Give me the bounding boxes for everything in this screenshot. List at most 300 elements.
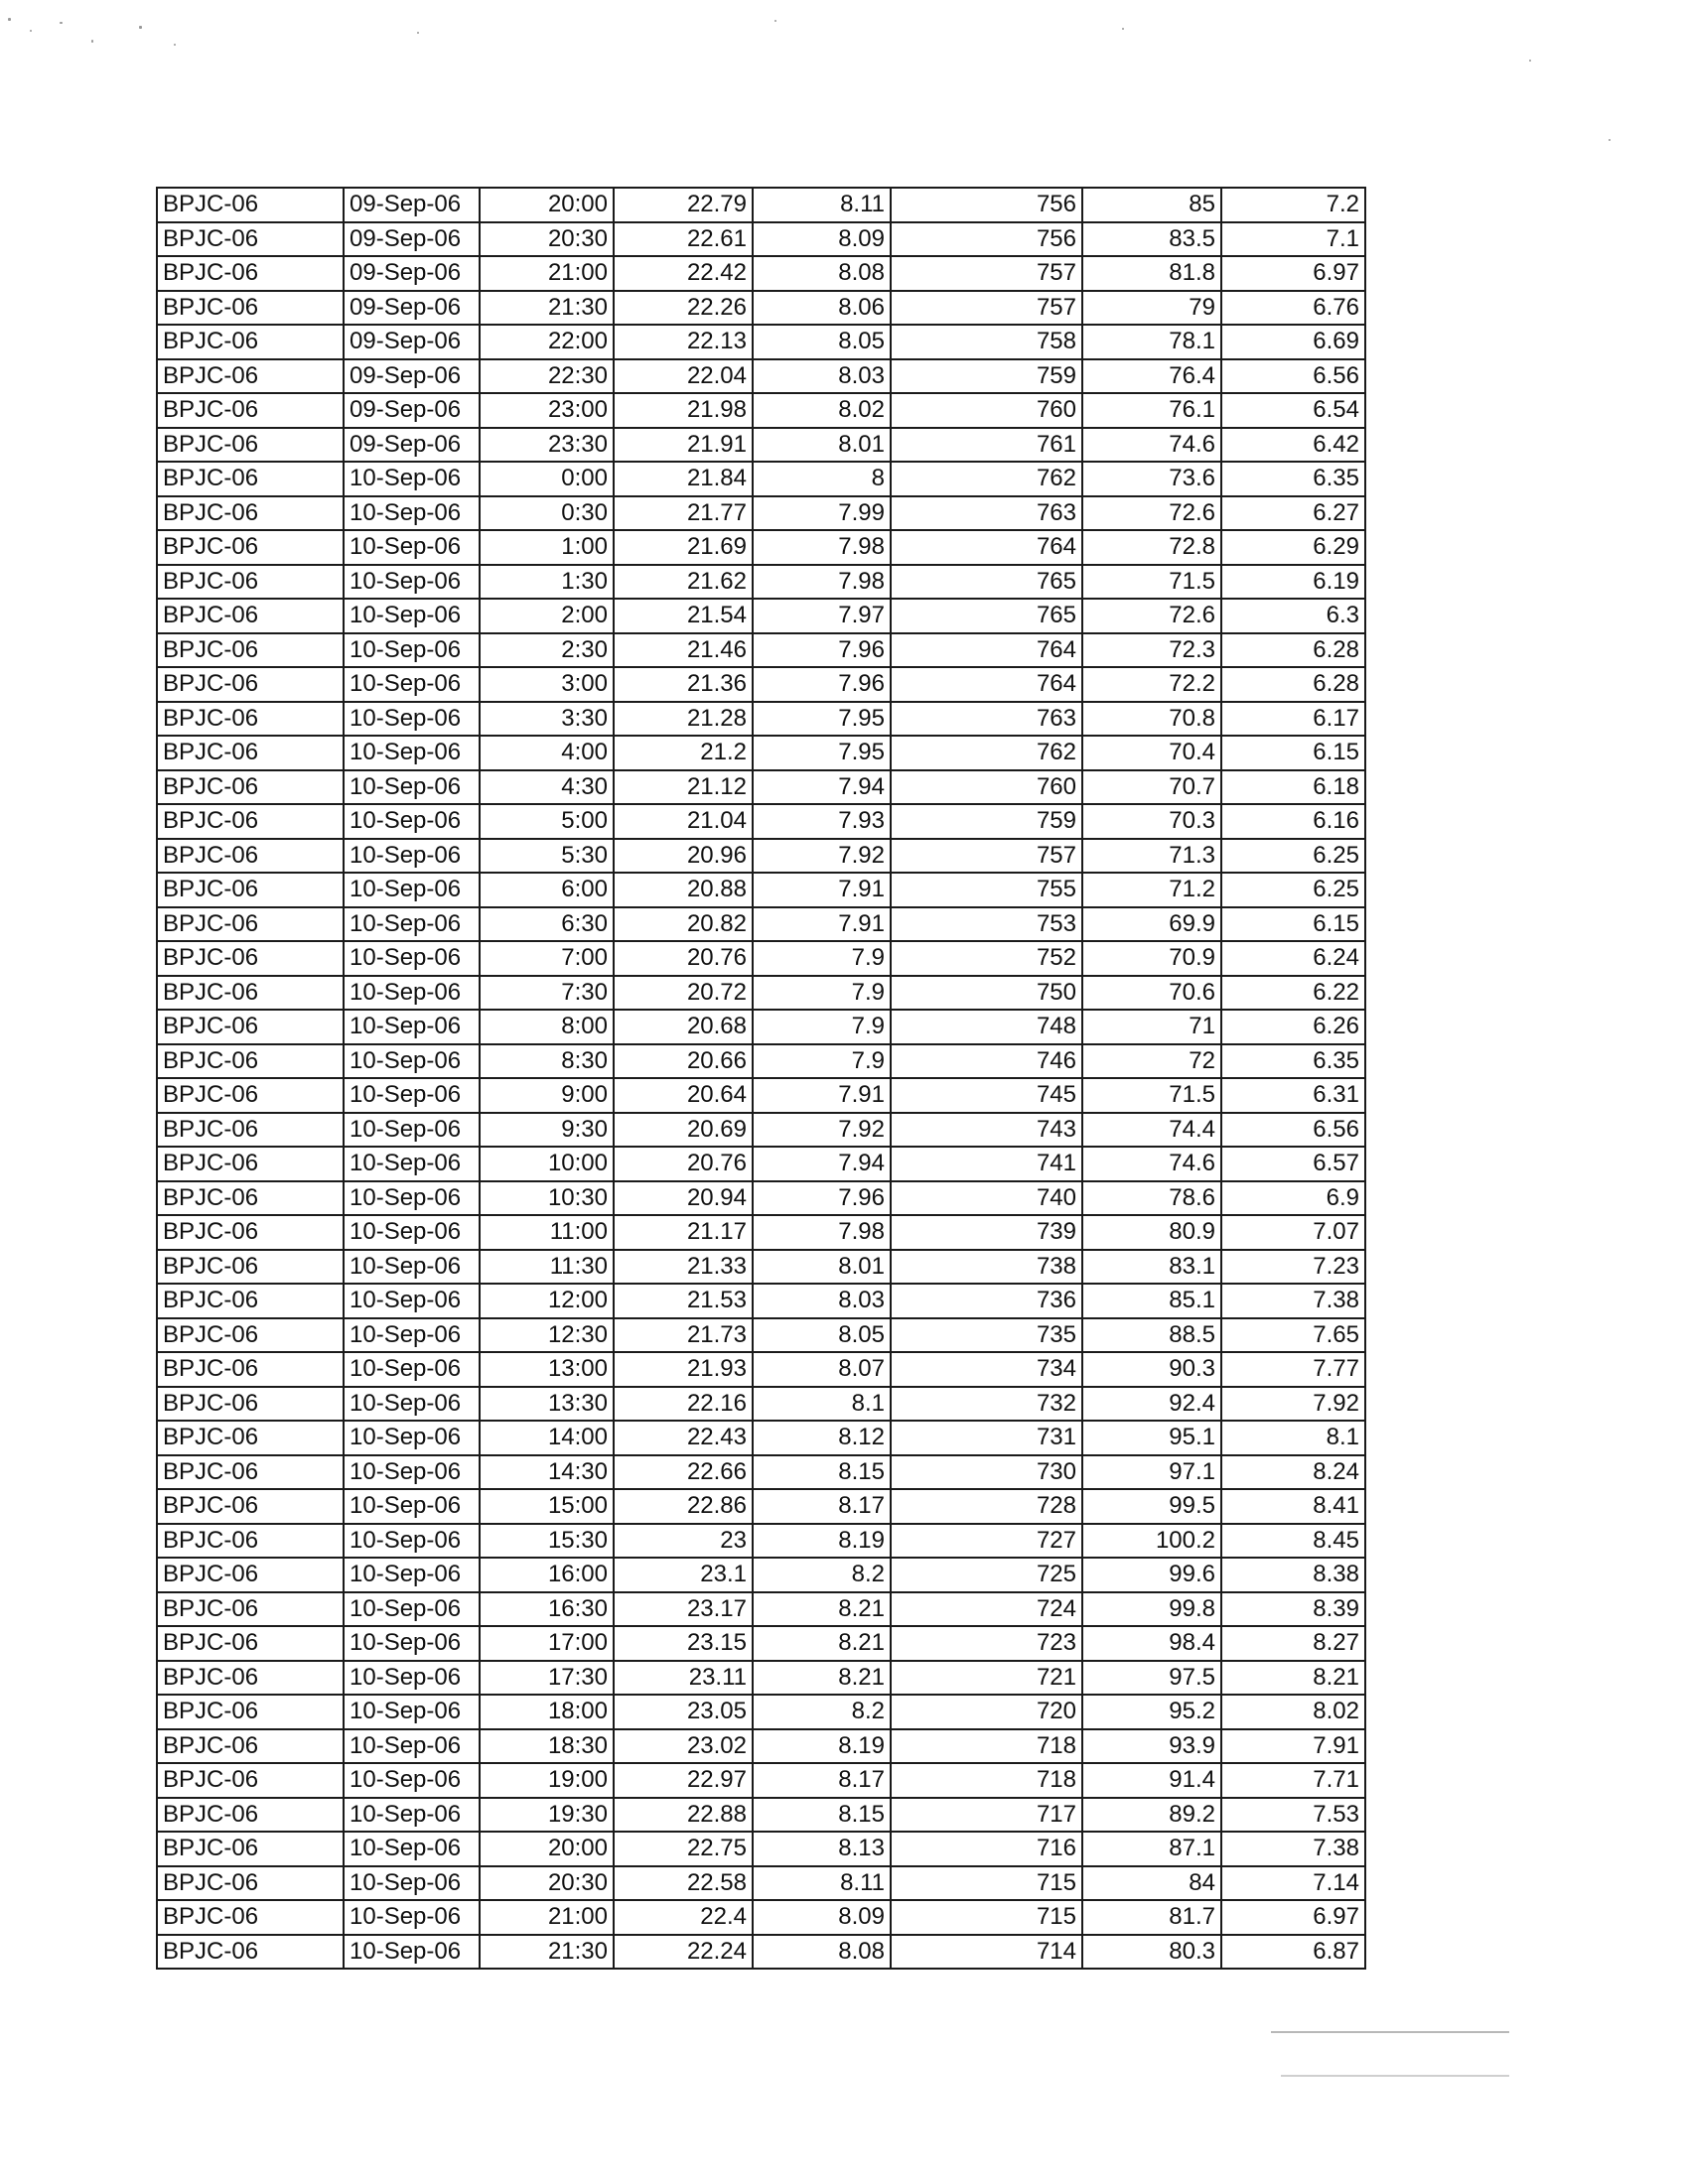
station-cell: BPJC-06 — [157, 1318, 344, 1353]
value-cell-3: 715 — [891, 1866, 1082, 1901]
value-cell-1: 21.36 — [614, 667, 753, 702]
date-cell: 10-Sep-06 — [344, 1352, 480, 1387]
station-cell: BPJC-06 — [157, 1078, 344, 1113]
value-cell-2: 8.17 — [753, 1763, 891, 1798]
time-cell: 4:00 — [480, 736, 614, 770]
value-cell-1: 20.76 — [614, 941, 753, 976]
value-cell-2: 7.9 — [753, 1044, 891, 1079]
value-cell-3: 745 — [891, 1078, 1082, 1113]
value-cell-3: 715 — [891, 1900, 1082, 1935]
value-cell-3: 757 — [891, 291, 1082, 326]
time-cell: 20:00 — [480, 188, 614, 222]
time-cell: 13:00 — [480, 1352, 614, 1387]
value-cell-3: 757 — [891, 256, 1082, 291]
value-cell-5: 6.18 — [1221, 770, 1365, 805]
time-cell: 9:30 — [480, 1113, 614, 1148]
value-cell-1: 21.77 — [614, 496, 753, 531]
table-row — [157, 1798, 1365, 1833]
value-cell-1: 20.64 — [614, 1078, 753, 1113]
value-cell-1: 22.66 — [614, 1455, 753, 1490]
value-cell-3: 718 — [891, 1729, 1082, 1764]
value-cell-1: 22.79 — [614, 188, 753, 222]
station-cell: BPJC-06 — [157, 1113, 344, 1148]
value-cell-3: 765 — [891, 599, 1082, 633]
value-cell-3: 762 — [891, 736, 1082, 770]
value-cell-5: 6.28 — [1221, 633, 1365, 668]
value-cell-3: 748 — [891, 1010, 1082, 1044]
time-cell: 20:00 — [480, 1832, 614, 1866]
value-cell-2: 8.2 — [753, 1695, 891, 1729]
value-cell-5: 8.38 — [1221, 1558, 1365, 1592]
value-cell-3: 728 — [891, 1489, 1082, 1524]
value-cell-2: 8.1 — [753, 1387, 891, 1422]
table-row — [157, 770, 1365, 805]
value-cell-3: 718 — [891, 1763, 1082, 1798]
value-cell-4: 97.1 — [1082, 1455, 1221, 1490]
value-cell-1: 21.93 — [614, 1352, 753, 1387]
time-cell: 11:00 — [480, 1215, 614, 1250]
date-cell: 10-Sep-06 — [344, 565, 480, 600]
value-cell-3: 760 — [891, 393, 1082, 428]
value-cell-4: 70.6 — [1082, 976, 1221, 1011]
value-cell-1: 21.91 — [614, 428, 753, 463]
table-row — [157, 1935, 1365, 1970]
station-cell: BPJC-06 — [157, 667, 344, 702]
value-cell-1: 23.11 — [614, 1661, 753, 1696]
station-cell: BPJC-06 — [157, 565, 344, 600]
value-cell-3: 761 — [891, 428, 1082, 463]
station-cell: BPJC-06 — [157, 770, 344, 805]
table-row — [157, 462, 1365, 496]
time-cell: 2:00 — [480, 599, 614, 633]
station-cell: BPJC-06 — [157, 873, 344, 907]
value-cell-5: 8.41 — [1221, 1489, 1365, 1524]
value-cell-4: 70.9 — [1082, 941, 1221, 976]
value-cell-4: 90.3 — [1082, 1352, 1221, 1387]
time-cell: 3:00 — [480, 667, 614, 702]
value-cell-5: 8.21 — [1221, 1661, 1365, 1696]
station-cell: BPJC-06 — [157, 1798, 344, 1833]
time-cell: 21:30 — [480, 1935, 614, 1970]
value-cell-1: 21.69 — [614, 530, 753, 565]
value-cell-1: 21.28 — [614, 702, 753, 737]
table-row — [157, 941, 1365, 976]
value-cell-4: 98.4 — [1082, 1626, 1221, 1661]
value-cell-3: 721 — [891, 1661, 1082, 1696]
date-cell: 10-Sep-06 — [344, 462, 480, 496]
value-cell-3: 727 — [891, 1524, 1082, 1559]
value-cell-2: 7.92 — [753, 839, 891, 874]
value-cell-4: 85.1 — [1082, 1284, 1221, 1318]
value-cell-1: 21.04 — [614, 804, 753, 839]
value-cell-1: 22.26 — [614, 291, 753, 326]
time-cell: 0:30 — [480, 496, 614, 531]
station-cell: BPJC-06 — [157, 702, 344, 737]
value-cell-1: 22.04 — [614, 359, 753, 394]
value-cell-1: 20.69 — [614, 1113, 753, 1148]
value-cell-4: 70.3 — [1082, 804, 1221, 839]
value-cell-4: 99.5 — [1082, 1489, 1221, 1524]
value-cell-4: 70.7 — [1082, 770, 1221, 805]
value-cell-2: 8.03 — [753, 1284, 891, 1318]
value-cell-2: 8.08 — [753, 1935, 891, 1970]
value-cell-1: 23.15 — [614, 1626, 753, 1661]
time-cell: 23:30 — [480, 428, 614, 463]
value-cell-2: 8.13 — [753, 1832, 891, 1866]
value-cell-2: 8.15 — [753, 1798, 891, 1833]
value-cell-2: 7.94 — [753, 770, 891, 805]
value-cell-4: 72.3 — [1082, 633, 1221, 668]
value-cell-4: 97.5 — [1082, 1661, 1221, 1696]
value-cell-3: 724 — [891, 1592, 1082, 1627]
value-cell-3: 739 — [891, 1215, 1082, 1250]
time-cell: 1:00 — [480, 530, 614, 565]
table-row — [157, 1900, 1365, 1935]
time-cell: 2:30 — [480, 633, 614, 668]
station-cell: BPJC-06 — [157, 256, 344, 291]
value-cell-2: 8.21 — [753, 1661, 891, 1696]
date-cell: 10-Sep-06 — [344, 1900, 480, 1935]
table-row — [157, 393, 1365, 428]
value-cell-2: 7.94 — [753, 1147, 891, 1181]
value-cell-5: 7.14 — [1221, 1866, 1365, 1901]
time-cell: 22:30 — [480, 359, 614, 394]
value-cell-4: 79 — [1082, 291, 1221, 326]
data-table — [156, 187, 1366, 1970]
value-cell-3: 730 — [891, 1455, 1082, 1490]
value-cell-1: 21.33 — [614, 1250, 753, 1285]
date-cell: 10-Sep-06 — [344, 907, 480, 942]
station-cell: BPJC-06 — [157, 359, 344, 394]
value-cell-3: 741 — [891, 1147, 1082, 1181]
value-cell-4: 71.5 — [1082, 565, 1221, 600]
table-row — [157, 1763, 1365, 1798]
value-cell-5: 8.02 — [1221, 1695, 1365, 1729]
table-row — [157, 1078, 1365, 1113]
value-cell-2: 7.9 — [753, 976, 891, 1011]
value-cell-2: 7.91 — [753, 1078, 891, 1113]
station-cell: BPJC-06 — [157, 1387, 344, 1422]
time-cell: 11:30 — [480, 1250, 614, 1285]
value-cell-2: 8.05 — [753, 325, 891, 359]
table-row — [157, 359, 1365, 394]
value-cell-3: 764 — [891, 667, 1082, 702]
date-cell: 10-Sep-06 — [344, 1661, 480, 1696]
value-cell-3: 752 — [891, 941, 1082, 976]
time-cell: 10:00 — [480, 1147, 614, 1181]
value-cell-5: 6.15 — [1221, 736, 1365, 770]
table-row — [157, 1489, 1365, 1524]
station-cell: BPJC-06 — [157, 325, 344, 359]
value-cell-5: 7.38 — [1221, 1284, 1365, 1318]
value-cell-1: 23.05 — [614, 1695, 753, 1729]
table-row — [157, 1387, 1365, 1422]
value-cell-2: 7.93 — [753, 804, 891, 839]
value-cell-2: 8.05 — [753, 1318, 891, 1353]
station-cell: BPJC-06 — [157, 1935, 344, 1970]
time-cell: 22:00 — [480, 325, 614, 359]
value-cell-1: 20.66 — [614, 1044, 753, 1079]
time-cell: 6:30 — [480, 907, 614, 942]
value-cell-3: 765 — [891, 565, 1082, 600]
value-cell-3: 762 — [891, 462, 1082, 496]
value-cell-4: 76.1 — [1082, 393, 1221, 428]
station-cell: BPJC-06 — [157, 1695, 344, 1729]
value-cell-3: 738 — [891, 1250, 1082, 1285]
value-cell-4: 85 — [1082, 188, 1221, 222]
value-cell-2: 8.01 — [753, 1250, 891, 1285]
table-row — [157, 633, 1365, 668]
time-cell: 1:30 — [480, 565, 614, 600]
value-cell-2: 8.21 — [753, 1626, 891, 1661]
value-cell-1: 22.42 — [614, 256, 753, 291]
date-cell: 10-Sep-06 — [344, 633, 480, 668]
value-cell-2: 7.96 — [753, 633, 891, 668]
time-cell: 12:00 — [480, 1284, 614, 1318]
time-cell: 17:30 — [480, 1661, 614, 1696]
value-cell-3: 735 — [891, 1318, 1082, 1353]
time-cell: 21:00 — [480, 1900, 614, 1935]
value-cell-3: 720 — [891, 1695, 1082, 1729]
station-cell: BPJC-06 — [157, 1421, 344, 1455]
date-cell: 10-Sep-06 — [344, 804, 480, 839]
date-cell: 10-Sep-06 — [344, 1489, 480, 1524]
time-cell: 3:30 — [480, 702, 614, 737]
value-cell-5: 7.53 — [1221, 1798, 1365, 1833]
value-cell-4: 81.7 — [1082, 1900, 1221, 1935]
value-cell-5: 6.24 — [1221, 941, 1365, 976]
time-cell: 7:30 — [480, 976, 614, 1011]
value-cell-3: 763 — [891, 496, 1082, 531]
value-cell-5: 6.56 — [1221, 1113, 1365, 1148]
value-cell-5: 7.1 — [1221, 222, 1365, 257]
value-cell-5: 6.22 — [1221, 976, 1365, 1011]
table-row — [157, 667, 1365, 702]
station-cell: BPJC-06 — [157, 1352, 344, 1387]
date-cell: 10-Sep-06 — [344, 1215, 480, 1250]
value-cell-4: 72.6 — [1082, 496, 1221, 531]
time-cell: 4:30 — [480, 770, 614, 805]
value-cell-2: 7.96 — [753, 667, 891, 702]
value-cell-2: 8.17 — [753, 1489, 891, 1524]
value-cell-4: 74.6 — [1082, 1147, 1221, 1181]
value-cell-4: 80.3 — [1082, 1935, 1221, 1970]
value-cell-2: 7.98 — [753, 530, 891, 565]
value-cell-5: 6.69 — [1221, 325, 1365, 359]
station-cell: BPJC-06 — [157, 1147, 344, 1181]
table-row — [157, 1455, 1365, 1490]
date-cell: 10-Sep-06 — [344, 1866, 480, 1901]
value-cell-3: 740 — [891, 1181, 1082, 1216]
value-cell-3: 717 — [891, 1798, 1082, 1833]
value-cell-5: 6.54 — [1221, 393, 1365, 428]
table-row — [157, 1147, 1365, 1181]
date-cell: 10-Sep-06 — [344, 1044, 480, 1079]
station-cell: BPJC-06 — [157, 1524, 344, 1559]
value-cell-1: 23.1 — [614, 1558, 753, 1592]
value-cell-2: 7.91 — [753, 907, 891, 942]
date-cell: 10-Sep-06 — [344, 736, 480, 770]
value-cell-1: 20.82 — [614, 907, 753, 942]
value-cell-5: 6.26 — [1221, 1010, 1365, 1044]
table-row — [157, 873, 1365, 907]
value-cell-1: 22.43 — [614, 1421, 753, 1455]
date-cell: 09-Sep-06 — [344, 359, 480, 394]
table-row — [157, 1729, 1365, 1764]
value-cell-2: 8 — [753, 462, 891, 496]
value-cell-5: 8.45 — [1221, 1524, 1365, 1559]
time-cell: 6:00 — [480, 873, 614, 907]
value-cell-4: 80.9 — [1082, 1215, 1221, 1250]
value-cell-2: 7.91 — [753, 873, 891, 907]
table-row — [157, 1113, 1365, 1148]
table-row — [157, 1695, 1365, 1729]
time-cell: 18:00 — [480, 1695, 614, 1729]
value-cell-1: 22.58 — [614, 1866, 753, 1901]
time-cell: 17:00 — [480, 1626, 614, 1661]
station-cell: BPJC-06 — [157, 907, 344, 942]
value-cell-1: 21.98 — [614, 393, 753, 428]
station-cell: BPJC-06 — [157, 1010, 344, 1044]
value-cell-4: 83.1 — [1082, 1250, 1221, 1285]
date-cell: 09-Sep-06 — [344, 188, 480, 222]
date-cell: 10-Sep-06 — [344, 1729, 480, 1764]
station-cell: BPJC-06 — [157, 222, 344, 257]
time-cell: 19:30 — [480, 1798, 614, 1833]
value-cell-2: 7.9 — [753, 1010, 891, 1044]
station-cell: BPJC-06 — [157, 1866, 344, 1901]
table-row — [157, 1421, 1365, 1455]
value-cell-3: 758 — [891, 325, 1082, 359]
date-cell: 10-Sep-06 — [344, 1113, 480, 1148]
value-cell-4: 84 — [1082, 1866, 1221, 1901]
table-row — [157, 736, 1365, 770]
value-cell-4: 72.2 — [1082, 667, 1221, 702]
value-cell-5: 6.57 — [1221, 1147, 1365, 1181]
value-cell-2: 8.19 — [753, 1524, 891, 1559]
time-cell: 20:30 — [480, 222, 614, 257]
time-cell: 21:30 — [480, 291, 614, 326]
value-cell-1: 23.02 — [614, 1729, 753, 1764]
value-cell-1: 22.86 — [614, 1489, 753, 1524]
station-cell: BPJC-06 — [157, 1832, 344, 1866]
station-cell: BPJC-06 — [157, 1250, 344, 1285]
table-row — [157, 599, 1365, 633]
table-row — [157, 325, 1365, 359]
station-cell: BPJC-06 — [157, 804, 344, 839]
value-cell-2: 8.11 — [753, 188, 891, 222]
time-cell: 14:30 — [480, 1455, 614, 1490]
value-cell-1: 22.13 — [614, 325, 753, 359]
table-row — [157, 1250, 1365, 1285]
time-cell: 12:30 — [480, 1318, 614, 1353]
value-cell-3: 732 — [891, 1387, 1082, 1422]
value-cell-4: 83.5 — [1082, 222, 1221, 257]
value-cell-4: 81.8 — [1082, 256, 1221, 291]
value-cell-2: 8.21 — [753, 1592, 891, 1627]
date-cell: 10-Sep-06 — [344, 1524, 480, 1559]
station-cell: BPJC-06 — [157, 1729, 344, 1764]
time-cell: 9:00 — [480, 1078, 614, 1113]
date-cell: 09-Sep-06 — [344, 393, 480, 428]
time-cell: 21:00 — [480, 256, 614, 291]
station-cell: BPJC-06 — [157, 1592, 344, 1627]
table-row — [157, 1626, 1365, 1661]
table-row — [157, 256, 1365, 291]
value-cell-4: 91.4 — [1082, 1763, 1221, 1798]
time-cell: 23:00 — [480, 393, 614, 428]
value-cell-5: 7.77 — [1221, 1352, 1365, 1387]
value-cell-1: 22.61 — [614, 222, 753, 257]
value-cell-1: 22.24 — [614, 1935, 753, 1970]
value-cell-5: 8.24 — [1221, 1455, 1365, 1490]
value-cell-4: 71 — [1082, 1010, 1221, 1044]
value-cell-1: 22.4 — [614, 1900, 753, 1935]
value-cell-3: 760 — [891, 770, 1082, 805]
value-cell-5: 7.71 — [1221, 1763, 1365, 1798]
value-cell-4: 70.8 — [1082, 702, 1221, 737]
value-cell-4: 89.2 — [1082, 1798, 1221, 1833]
value-cell-1: 21.17 — [614, 1215, 753, 1250]
value-cell-2: 7.96 — [753, 1181, 891, 1216]
value-cell-5: 7.92 — [1221, 1387, 1365, 1422]
date-cell: 10-Sep-06 — [344, 667, 480, 702]
value-cell-5: 6.35 — [1221, 462, 1365, 496]
date-cell: 10-Sep-06 — [344, 702, 480, 737]
date-cell: 10-Sep-06 — [344, 1284, 480, 1318]
station-cell: BPJC-06 — [157, 1763, 344, 1798]
table-row — [157, 1044, 1365, 1079]
value-cell-4: 87.1 — [1082, 1832, 1221, 1866]
date-cell: 10-Sep-06 — [344, 1832, 480, 1866]
value-cell-1: 23 — [614, 1524, 753, 1559]
station-cell: BPJC-06 — [157, 1900, 344, 1935]
value-cell-5: 6.28 — [1221, 667, 1365, 702]
time-cell: 13:30 — [480, 1387, 614, 1422]
value-cell-5: 7.91 — [1221, 1729, 1365, 1764]
table-row — [157, 1215, 1365, 1250]
value-cell-4: 74.6 — [1082, 428, 1221, 463]
value-cell-5: 6.17 — [1221, 702, 1365, 737]
station-cell: BPJC-06 — [157, 188, 344, 222]
value-cell-1: 21.12 — [614, 770, 753, 805]
value-cell-3: 755 — [891, 873, 1082, 907]
table-row — [157, 1284, 1365, 1318]
value-cell-2: 7.99 — [753, 496, 891, 531]
station-cell: BPJC-06 — [157, 1558, 344, 1592]
table-row — [157, 1661, 1365, 1696]
value-cell-4: 71.5 — [1082, 1078, 1221, 1113]
value-cell-4: 92.4 — [1082, 1387, 1221, 1422]
value-cell-2: 8.2 — [753, 1558, 891, 1592]
value-cell-3: 736 — [891, 1284, 1082, 1318]
station-cell: BPJC-06 — [157, 1215, 344, 1250]
table-row — [157, 188, 1365, 222]
value-cell-1: 22.88 — [614, 1798, 753, 1833]
value-cell-2: 8.15 — [753, 1455, 891, 1490]
value-cell-4: 76.4 — [1082, 359, 1221, 394]
value-cell-5: 7.65 — [1221, 1318, 1365, 1353]
date-cell: 10-Sep-06 — [344, 1421, 480, 1455]
date-cell: 10-Sep-06 — [344, 873, 480, 907]
time-cell: 7:00 — [480, 941, 614, 976]
value-cell-2: 7.97 — [753, 599, 891, 633]
date-cell: 09-Sep-06 — [344, 291, 480, 326]
value-cell-3: 714 — [891, 1935, 1082, 1970]
date-cell: 10-Sep-06 — [344, 1250, 480, 1285]
value-cell-3: 759 — [891, 804, 1082, 839]
value-cell-5: 6.42 — [1221, 428, 1365, 463]
